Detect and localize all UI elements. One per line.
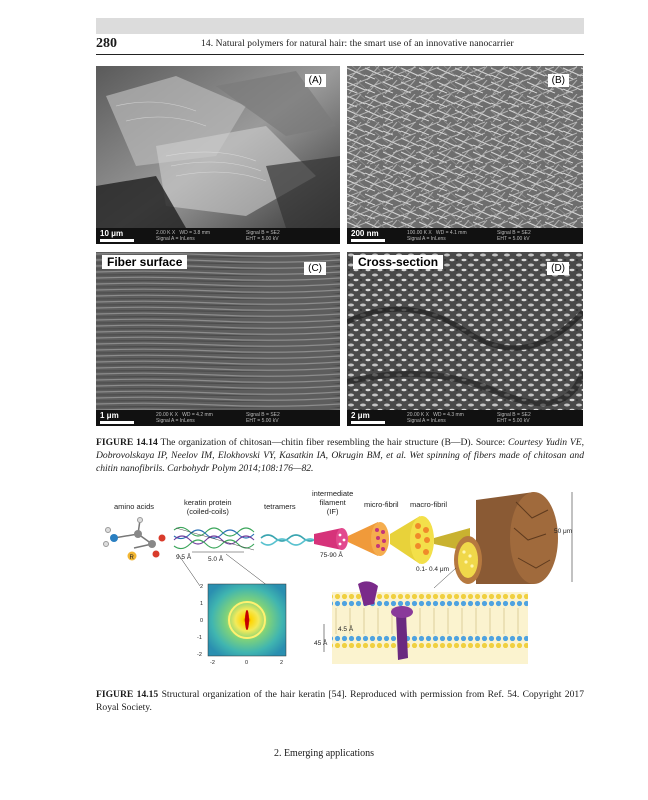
xray-diffraction-pattern [197,584,286,666]
scale-bar-b [351,239,385,242]
label-45a: 45 Å [314,640,328,647]
scale-label-a: 10 μm [100,229,124,238]
label-intermediate-filament: intermediate filament (IF) [312,489,354,516]
sem-meta-b: 100.00 K X WD = 4.1 mm Signal A = InLens [407,230,467,242]
svg-text:-2: -2 [210,660,215,666]
svg-text:-2: -2 [197,652,202,658]
hair-shaft [434,492,572,584]
caption-label-14-14: FIGURE 14.14 [96,437,158,448]
scale-bar-c [100,421,134,424]
sem-meta-a2: Signal B = SE2 EHT = 5.00 kV [246,230,280,242]
label-keratin-protein: keratin protein (coiled-coils) [184,498,232,516]
svg-text:1: 1 [200,601,204,607]
svg-text:0: 0 [200,618,204,624]
sem-databar-a [96,228,340,244]
keratin-coiled-coils [174,527,254,550]
svg-text:2: 2 [280,660,284,666]
label-tetramers: tetramers [264,502,296,511]
scale-label-b: 200 nm [351,229,379,238]
hair-keratin-diagram [96,488,582,678]
sem-meta-b2: Signal B = SE2 EHT = 5.00 kV [497,230,531,242]
micro-fibril [348,522,389,556]
sem-meta-d: 20.00 K X WD = 4.3 mm Signal A = InLens [407,412,464,424]
intermediate-filament [314,528,348,550]
sem-panel-d [347,252,583,426]
label-0-1-0-4um: 0.1- 0.4 μm [416,566,450,573]
label-75-90a: 75-90 Å [320,552,343,559]
panel-title-c: Fiber surface [102,255,187,269]
label-4-5a: 4.5 Å [338,626,354,633]
amino-acid-molecule [104,518,166,562]
page-number: 280 [96,36,117,51]
panel-label-d: (D) [547,262,569,275]
sem-databar-b [347,228,583,244]
sem-image-c [96,252,340,426]
svg-text:2: 2 [200,584,204,590]
svg-text:-1: -1 [197,635,202,641]
svg-text:R: R [129,555,134,561]
running-head [96,36,584,55]
panel-label-c: (C) [304,262,326,275]
sem-databar-d [347,410,583,426]
sem-image-a [96,66,340,244]
sem-meta-a: 2.00 K X WD = 3.8 mm Signal A = InLens [156,230,211,242]
label-9-5a: 9.5 Å [176,554,192,561]
caption-text-14-15: Structural organization of the hair keratin [54]. Reproduced with permission from Ref. 54. Copyright 2017 Royal Society. [96,689,584,713]
sem-panel-b [347,66,583,244]
figure-14-14-caption [96,436,584,475]
footer-section: 2. Emerging applications [273,748,375,759]
svg-text:0: 0 [245,660,249,666]
panel-label-b: (B) [548,74,569,87]
sem-image-d [347,252,583,426]
sem-panel-c [96,252,340,426]
label-5-0a: 5.0 Å [208,556,224,563]
caption-source-14-14: Courtesy Yudin VE, Dobrovolskaya IP, Neelov IM, Elokhovski VY, Kasatkin IA, Okrugin BM, et al. Wet spinning of fibers made of chitosan and chitin nanofibrils. Carbohydr Polym 2014;108:176—82. [96,437,585,474]
tetramer-helix [261,535,317,545]
label-macro-fibril: macro-fibril [410,500,448,509]
panel-title-d: Cross-section [353,255,443,269]
caption-text-14-14: The organization of chitosan—chitin fiber resembling the hair structure (B—D). Source: [160,437,509,448]
scale-bar-a [100,239,134,242]
cell-membrane-complex [324,581,528,664]
sem-panel-a [96,66,340,244]
scale-label-c: 1 μm [100,411,119,420]
top-gray-bar [96,18,584,34]
scale-bar-d [351,421,385,424]
label-micro-fibril: micro-fibril [364,500,399,509]
sem-image-b [347,66,583,244]
scale-label-d: 2 μm [351,411,370,420]
chapter-title: 14. Natural polymers for natural hair: the smart use of an innovative nanocarrier [201,39,514,49]
sem-meta-c2: Signal B = SE2 EHT = 5.00 kV [246,412,280,424]
panel-label-a: (A) [305,74,326,87]
hair-structure-illustration [96,488,582,678]
figure-14-15-caption [96,688,584,714]
sem-databar-c [96,410,340,426]
caption-label-14-15: FIGURE 14.15 [96,689,159,700]
sem-meta-c: 20.00 K X WD = 4.2 mm Signal A = InLens [156,412,213,424]
sem-meta-d2: Signal B = SE2 EHT = 5.00 kV [497,412,531,424]
connector-line [226,554,268,586]
macro-fibril [390,516,434,564]
label-50um: 50 μm [554,528,573,535]
label-amino-acids: amino acids [114,502,155,511]
